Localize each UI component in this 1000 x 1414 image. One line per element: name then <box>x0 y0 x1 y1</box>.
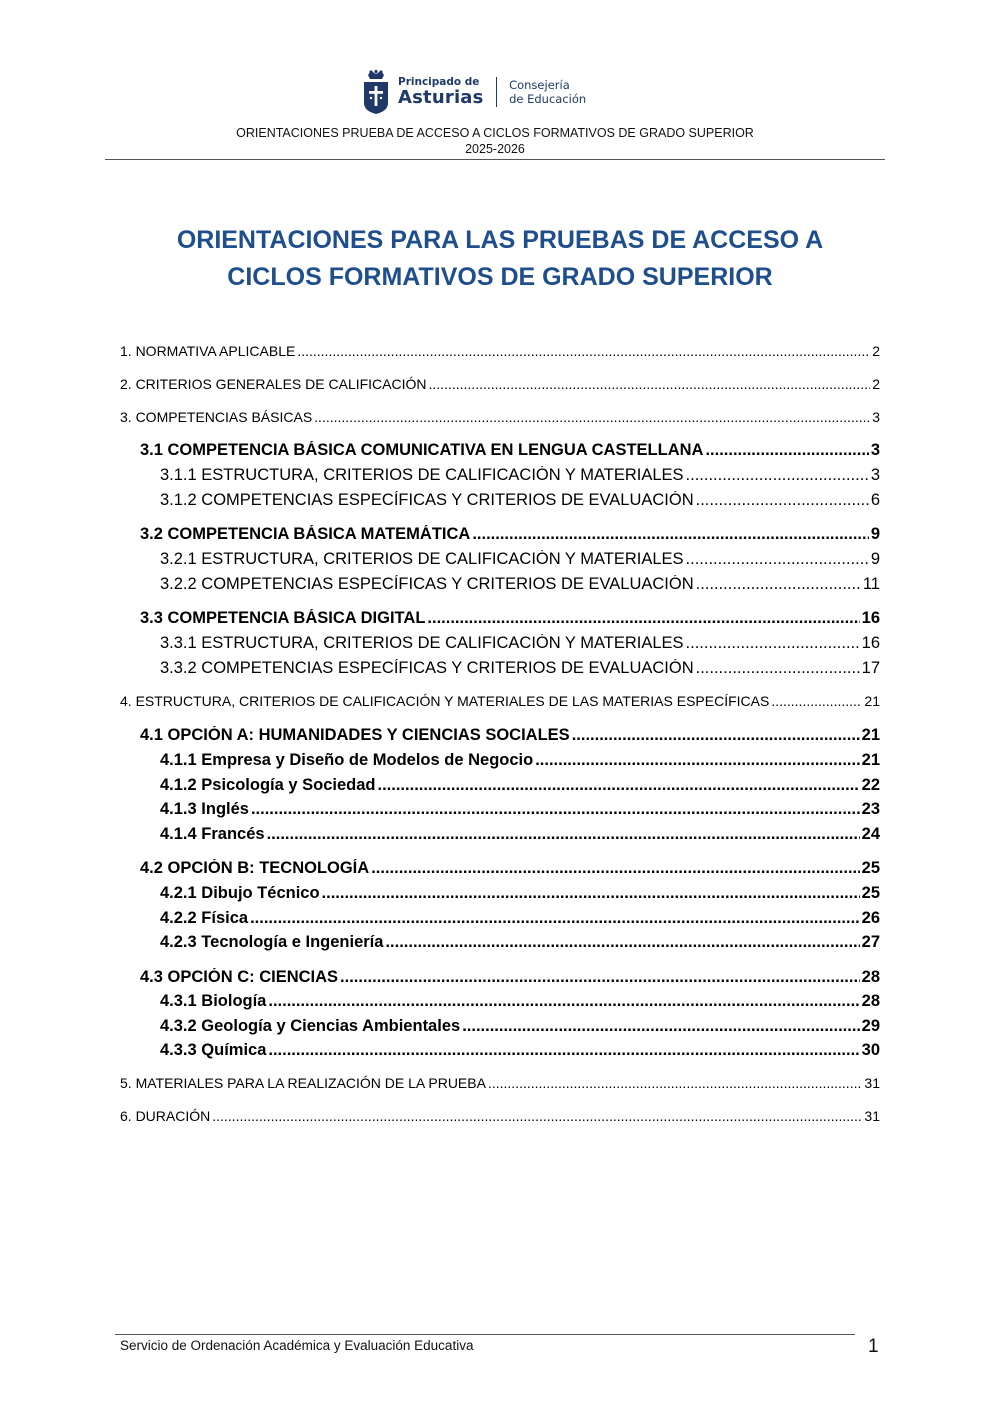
toc-entry-page: 16 <box>861 609 880 627</box>
title-line2: CICLOS FORMATIVOS DE GRADO SUPERIOR <box>227 263 773 291</box>
toc-entry-page: 24 <box>861 825 880 843</box>
footer-service: Servicio de Ordenación Académica y Evaluación Educativa <box>120 1338 474 1353</box>
toc-entry-page: 21 <box>861 751 880 769</box>
toc-leader <box>378 776 860 795</box>
toc-entry[interactable] <box>160 884 880 903</box>
toc-leader <box>427 609 859 628</box>
toc-entry-page: 22 <box>861 776 880 794</box>
title-line1: ORIENTACIONES PARA LAS PRUEBAS DE ACCESO A <box>176 226 824 254</box>
toc-entry-text: 4.2.3 Tecnología e Ingeniería <box>160 933 384 951</box>
toc-entry-page: 2 <box>872 343 880 359</box>
toc-entry-text: 4.3.3 Química <box>160 1041 267 1059</box>
toc-entry-text: 4.1.2 Psicología y Sociedad <box>160 776 376 794</box>
brand-line1: Principado de <box>398 76 480 88</box>
toc-entry-page: 16 <box>861 634 880 652</box>
toc-entry-text: 4.3.2 Geología y Ciencias Ambientales <box>160 1017 461 1035</box>
toc-entry[interactable] <box>160 992 880 1011</box>
toc-entry-text: 3.2 COMPETENCIA BÁSICA MATEMÁTICA <box>140 525 471 543</box>
toc-entry[interactable] <box>120 1075 880 1091</box>
toc-leader <box>371 859 859 878</box>
toc-entry[interactable] <box>120 409 880 425</box>
toc-leader <box>686 550 869 569</box>
toc-entry-page: 9 <box>870 550 880 568</box>
toc-leader <box>314 409 870 425</box>
toc-entry-page: 17 <box>861 659 880 677</box>
toc-entry[interactable] <box>160 659 880 678</box>
toc-leader <box>250 909 860 928</box>
toc-entry-text: 4.3.1 Biología <box>160 992 267 1010</box>
toc-entry-page: 3 <box>870 441 880 459</box>
toc-entry-text: 4. ESTRUCTURA, CRITERIOS DE CALIFICACIÓN Y MATERIALES DE LAS MATERIAS ESPECÍFICAS <box>120 693 770 709</box>
toc-entry-page: 28 <box>861 968 880 986</box>
toc-leader <box>297 343 870 359</box>
toc-entry-text: 3.3.2 COMPETENCIAS ESPECÍFICAS Y CRITERIOS DE EVALUACIÓN <box>160 659 694 677</box>
toc-entry-text: 3.2.1 ESTRUCTURA, CRITERIOS DE CALIFICACIÓN Y MATERIALES <box>160 550 684 568</box>
toc-entry-page: 23 <box>861 800 880 818</box>
toc-entry-page: 28 <box>861 992 880 1010</box>
toc-leader <box>572 726 860 745</box>
toc-entry[interactable] <box>160 933 880 952</box>
department-name <box>509 78 586 106</box>
toc-entry[interactable] <box>120 1108 880 1124</box>
document-title <box>100 222 900 296</box>
toc-entry-page: 3 <box>872 409 880 425</box>
toc-entry[interactable] <box>120 376 880 392</box>
toc-entry-text: 2. CRITERIOS GENERALES DE CALIFICACIÓN <box>120 376 427 392</box>
toc-entry[interactable] <box>160 1017 880 1036</box>
toc-entry-page: 21 <box>861 726 880 744</box>
toc-leader <box>268 992 859 1011</box>
toc-leader <box>696 491 869 510</box>
toc-entry[interactable] <box>160 751 880 770</box>
toc-entry[interactable] <box>160 776 880 795</box>
toc-leader <box>251 800 860 819</box>
toc-entry[interactable] <box>140 968 880 987</box>
toc-leader <box>267 825 860 844</box>
toc-entry-text: 3.1.2 COMPETENCIAS ESPECÍFICAS Y CRITERIOS DE EVALUACIÓN <box>160 491 694 509</box>
dept-line1: Consejería <box>509 78 570 92</box>
brand-line2: Asturias <box>398 87 484 108</box>
toc-leader <box>771 693 862 709</box>
toc-entry-page: 6 <box>870 491 880 509</box>
institution-logo <box>362 68 586 116</box>
toc-entry-text: 4.2.2 Física <box>160 909 249 927</box>
toc-leader <box>696 659 860 678</box>
toc-leader <box>322 884 860 903</box>
toc-leader <box>488 1075 862 1091</box>
toc-leader <box>705 441 868 460</box>
dept-line2: de Educación <box>509 92 587 106</box>
toc-leader <box>686 466 869 485</box>
toc-entry[interactable] <box>160 1041 880 1060</box>
toc-entry[interactable] <box>160 466 880 485</box>
toc-entry-page: 2 <box>872 376 880 392</box>
toc-entry[interactable] <box>140 441 880 460</box>
toc-leader <box>696 575 861 594</box>
toc-entry[interactable] <box>160 825 880 844</box>
running-title: ORIENTACIONES PRUEBA DE ACCESO A CICLOS FORMATIVOS DE GRADO SUPERIOR <box>236 126 754 140</box>
toc-leader <box>429 376 871 392</box>
toc-entry[interactable] <box>160 800 880 819</box>
toc-entry[interactable] <box>160 491 880 510</box>
toc-entry-text: 4.1.4 Francés <box>160 825 265 843</box>
toc-entry-text: 4.3 OPCIÓN C: CIENCIAS <box>140 968 339 986</box>
toc-entry[interactable] <box>120 343 880 359</box>
logo-divider <box>496 77 498 107</box>
toc-leader <box>535 751 859 770</box>
toc-entry-page: 31 <box>864 1108 880 1124</box>
running-year: 2025-2026 <box>465 142 525 156</box>
toc-entry-text: 4.1 OPCIÓN A: HUMANIDADES Y CIENCIAS SOCIALES <box>140 726 570 744</box>
toc-entry[interactable] <box>140 525 880 544</box>
toc-entry-text: 4.1.3 Inglés <box>160 800 249 818</box>
toc-entry[interactable] <box>120 693 880 709</box>
toc-entry-page: 9 <box>870 525 880 543</box>
toc-entry-page: 29 <box>861 1017 880 1035</box>
toc-entry-page: 31 <box>864 1075 880 1091</box>
toc-entry[interactable] <box>140 859 880 878</box>
toc-leader <box>462 1017 859 1036</box>
toc-entry-text: 5. MATERIALES PARA LA REALIZACIÓN DE LA PRUEBA <box>120 1075 486 1091</box>
toc-entry-page: 11 <box>862 575 880 593</box>
toc-entry-text: 6. DURACIÓN <box>120 1108 211 1124</box>
toc-entry-page: 25 <box>861 859 880 877</box>
toc-leader <box>268 1041 859 1060</box>
toc-entry-page: 26 <box>861 909 880 927</box>
toc-entry[interactable] <box>160 550 880 569</box>
toc-leader <box>472 525 868 544</box>
toc-leader <box>340 968 860 987</box>
toc-entry[interactable] <box>160 634 880 653</box>
running-header <box>105 125 885 157</box>
toc-leader <box>686 634 860 653</box>
toc-entry-text: 3.3 COMPETENCIA BÁSICA DIGITAL <box>140 609 426 627</box>
toc-entry-page: 3 <box>870 466 880 484</box>
toc-entry[interactable] <box>160 575 880 594</box>
toc-leader <box>212 1108 862 1124</box>
toc-entry[interactable] <box>140 726 880 745</box>
toc-entry-text: 3.2.2 COMPETENCIAS ESPECÍFICAS Y CRITERIOS DE EVALUACIÓN <box>160 575 694 593</box>
toc-entry-text: 3. COMPETENCIAS BÁSICAS <box>120 409 313 425</box>
toc-entry-text: 1. NORMATIVA APLICABLE <box>120 343 296 359</box>
toc-entry-page: 21 <box>864 693 880 709</box>
toc-entry-page: 25 <box>861 884 880 902</box>
coat-of-arms-icon <box>362 69 390 115</box>
toc-entry-page: 27 <box>861 933 880 951</box>
toc-entry-text: 3.1.1 ESTRUCTURA, CRITERIOS DE CALIFICACIÓN Y MATERIALES <box>160 466 684 484</box>
toc-entry[interactable] <box>160 909 880 928</box>
toc-entry[interactable] <box>140 609 880 628</box>
toc-entry-text: 3.1 COMPETENCIA BÁSICA COMUNICATIVA EN LENGUA CASTELLANA <box>140 441 704 459</box>
toc-entry-page: 30 <box>861 1041 880 1059</box>
page-number: 1 <box>868 1336 879 1357</box>
toc-entry-text: 4.1.1 Empresa y Diseño de Modelos de Negocio <box>160 751 534 769</box>
header-rule <box>105 159 885 160</box>
toc-leader <box>385 933 859 952</box>
footer-rule <box>115 1334 855 1335</box>
brand-name <box>398 76 484 108</box>
toc-entry-text: 3.3.1 ESTRUCTURA, CRITERIOS DE CALIFICACIÓN Y MATERIALES <box>160 634 684 652</box>
toc-entry-text: 4.2.1 Dibujo Técnico <box>160 884 320 902</box>
toc-entry-text: 4.2 OPCIÓN B: TECNOLOGÍA <box>140 859 370 877</box>
